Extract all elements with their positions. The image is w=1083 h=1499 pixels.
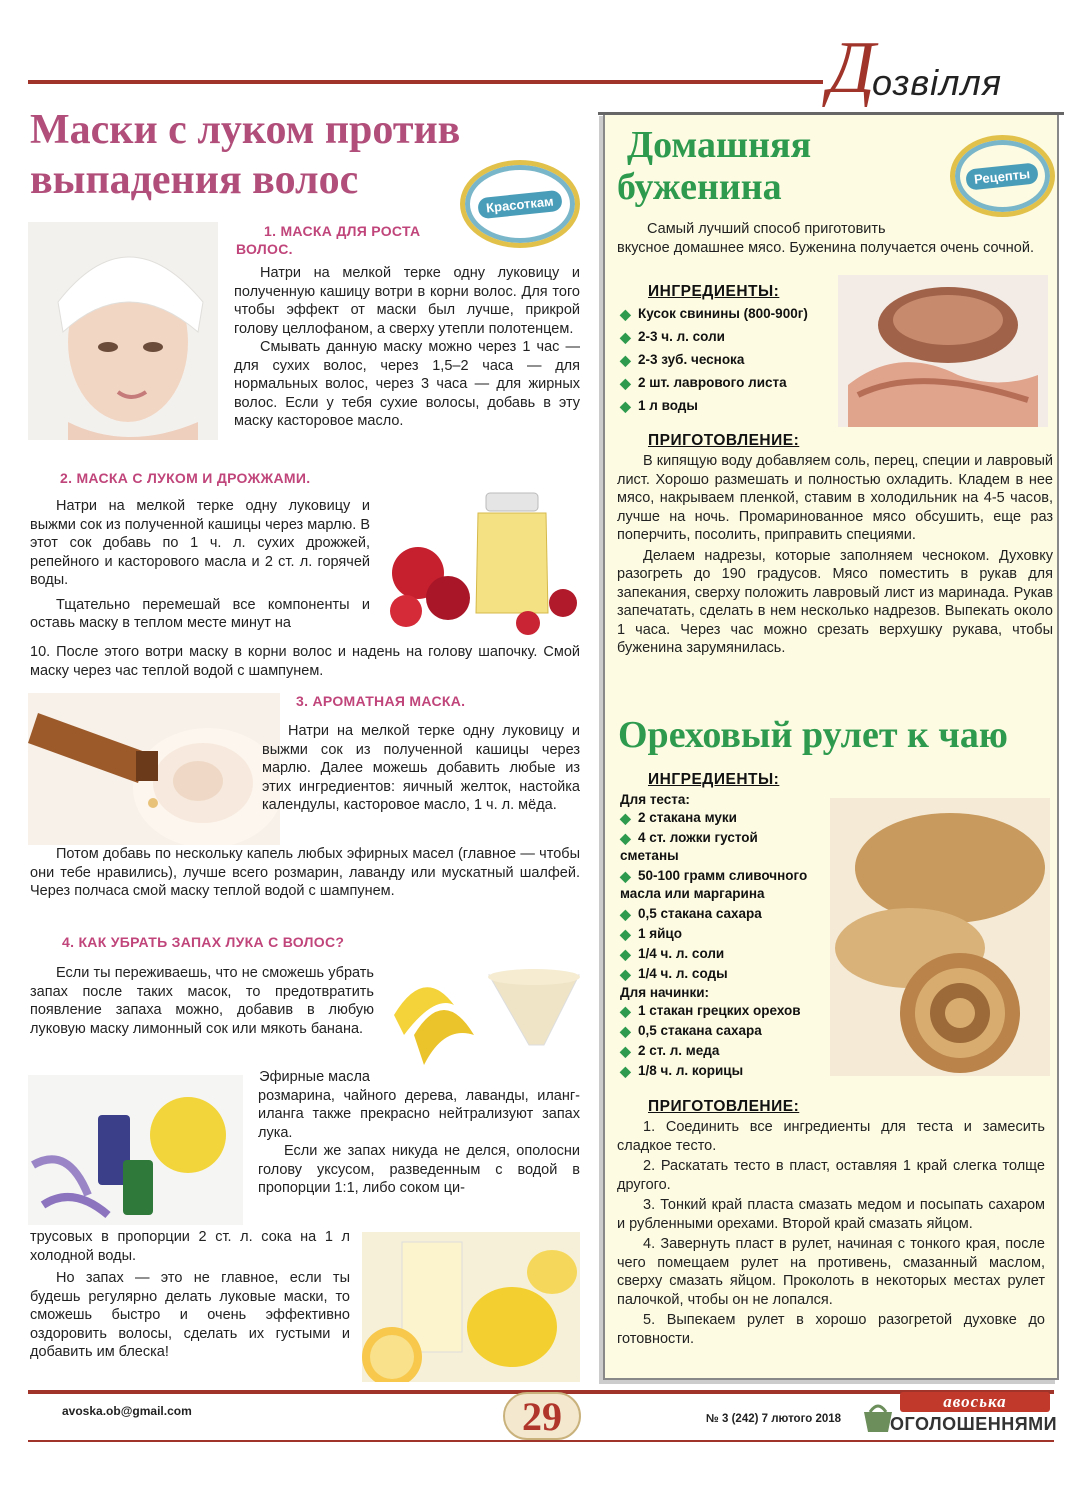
recipe1-preparation-paragraph1: В кипящую воду добавляем соль, перец, специи и лавровый лист. Хорошо размешать и полностью охладить. Кладем в нее мясо, накрываем пленкой, ставим в холодильник на 4-5 часов, лучше на ночь. Промаринованное мясо обсушить, еще раз поперчить, посолить, приправить специями. — [617, 453, 1053, 543]
section3-heading: 3. АРОМАТНАЯ МАСКА. — [296, 693, 466, 709]
section1-heading-line1: 1. МАСКА ДЛЯ РОСТА — [264, 223, 421, 239]
recipe2-preparation — [617, 1118, 1045, 1348]
badge-label: Красоткам — [477, 189, 562, 219]
section1-body — [234, 264, 580, 431]
section3-paragraph2: Потом добавь по нескольку капель любых эфирных масел (главное — чтобы они тебе нравились), лучше всего розмарин, лаванду или мускатный шалфей. Через полчаса смой маску теплой водой с шампунем. — [30, 846, 580, 899]
section1-paragraph2: Смывать данную маску можно через 1 час — для сухих волос, через 1,5–2 часа — для нормальных волос, через 3 часа — для жирных волос. Если у тебя сухие волосы, добавь в эту маску касторовое масло. — [234, 339, 580, 429]
ingredient-item: ◆ 1 яйцо — [620, 926, 682, 942]
section1-heading-line2: ВОЛОС. — [236, 241, 293, 257]
ingredient-item: ◆ 1/8 ч. л. корицы — [620, 1063, 744, 1079]
recipe1-ingredients-list — [620, 304, 840, 416]
section3-body2 — [30, 845, 580, 901]
recipe1-title-line1: Домашняя — [627, 124, 812, 166]
issue-info: № 3 (242) 7 лютого 2018 — [706, 1413, 842, 1425]
recipes-panel-top-rule — [598, 112, 1064, 115]
header-rule — [28, 80, 823, 84]
ingredient-item: ◆ 2 стакана муки — [620, 810, 737, 826]
recipe2-step: 1. Соединить все ингредиенты для теста и замесить сладкое тесто. — [617, 1119, 1045, 1154]
recipe1-preparation-heading: ПРИГОТОВЛЕНИЕ: — [648, 432, 800, 449]
ingredient-continuation: масла или маргарина — [620, 886, 765, 901]
recipe2-step: 2. Раскатать тесто в пласт, оставляя 1 край слегка толще другого. — [617, 1158, 1045, 1193]
filling-subheading: Для начинки: — [620, 985, 709, 1000]
recipe1-preparation-paragraph2: Делаем надрезы, которые заполняем чесноком. Духовку разогреть до 190 градусов. Мясо поместить в рукав для запекания, сверху положить лавровый лист из маринада. Рукав запечатать, сделать в нем несколько надрезов. Выпекать около 1 часа. Через час можно срезать верхушку рукава, чтобы буженина зарумянилась. — [617, 547, 1053, 656]
section2-paragraph2-end: 10. После этого вотри маску в корни волос и надень на голову шапочку. Смой маску через час теплой водой с шампунем. — [30, 644, 580, 679]
dough-subheading: Для теста: — [620, 792, 690, 807]
section4-paragraph2-start: Эфирные масла — [259, 1069, 370, 1085]
diamond-bullet-icon: ◆ — [620, 946, 631, 962]
recipe1-title — [627, 124, 811, 166]
essential-oil-rose-photo — [28, 693, 280, 845]
ingredient-item: ◆ 2 ст. л. меда — [620, 1043, 720, 1059]
recipe1-ingredients-heading: ИНГРЕДИЕНТЫ: — [648, 283, 780, 300]
category-badge-recipes — [950, 135, 1055, 217]
diamond-bullet-icon: ◆ — [620, 1063, 631, 1079]
castor-oil-photo — [378, 483, 580, 635]
recipe2-preparation-heading: ПРИГОТОВЛЕНИЕ: — [648, 1098, 800, 1115]
section3-body — [262, 722, 580, 815]
lemon-juice-photo — [362, 1232, 580, 1382]
diamond-bullet-icon: ◆ — [620, 906, 631, 922]
section1-heading — [236, 222, 466, 258]
ingredient-item: ◆ 2-3 ч. л. соли — [620, 329, 725, 345]
section-name: озвілля — [872, 62, 1002, 103]
diamond-bullet-icon: ◆ — [620, 926, 631, 942]
recipe2-ingredients-list — [620, 791, 830, 1081]
recipe2-step: 5. Выпекаем рулет в хорошо разогретой духовке до готовности. — [617, 1312, 1045, 1347]
footer-rule-bottom — [28, 1440, 1054, 1442]
section4-paragraph3-end: трусовых в пропорции 2 ст. л. сока на 1 л холодной воды. — [30, 1229, 350, 1264]
page-number: 29 — [503, 1392, 581, 1440]
section4-paragraph2-end: розмарина, чайного дерева, лаванды, иланг-иланга также прекрасно нейтрализуют запах лука. — [258, 1087, 580, 1141]
diamond-bullet-icon: ◆ — [620, 375, 631, 391]
section3-paragraph1: Натри на мелкой терке одну луковицу и выжми сок из полученной кашицы через марлю. Далее можешь добавить любые из этих ингредиентов: яичный желток, настойка календулы, касторовое масло, 1 ч. л. мёда. — [262, 723, 580, 813]
diamond-bullet-icon: ◆ — [620, 868, 631, 884]
section4-paragraph3-start: Если же запах никуда не делся, ополосни голову уксусом, разведенным с водой в пропорции 1:1, либо соком ци- — [258, 1143, 580, 1196]
category-badge-beauty — [460, 160, 580, 248]
section4-paragraph1: Если ты переживаешь, что не сможешь убрать запах после таких масок, то предотвратить появление запаха можно, добавив в любую луковую маску лимонный сок или мякоть банана. — [30, 965, 374, 1037]
section4-paragraph4: Но запах — это не главное, если ты будешь регулярно делать луковые маски, то сможешь быстро и очень эффективно оздоровить волосы, сделать их густыми и добавить им блеска! — [30, 1270, 350, 1360]
ingredient-item: ◆ 2 шт. лаврового листа — [620, 375, 787, 391]
roast-pork-photo — [838, 275, 1048, 427]
recipe2-title: Ореховый рулет к чаю — [618, 714, 1008, 756]
ingredient-item: ◆ 0,5 стакана сахара — [620, 1023, 762, 1039]
section2-body — [30, 497, 370, 633]
section2-paragraph2-start: Тщательно перемешай все компоненты и оставь маску в теплом месте минут на — [30, 596, 370, 631]
section2-heading: 2. МАСКА С ЛУКОМ И ДРОЖЖАМИ. — [60, 470, 311, 486]
recipe1-intro — [617, 220, 1053, 257]
recipe2-step: 4. Завернуть пласт в рулет, начиная с тонкого края, после чего помещаем рулет на противень, смазанный маслом, сверху смазать яйцом. Проколоть в некоторых местах рулет палочкой, чтобы он не лопался. — [617, 1236, 1045, 1308]
section-title — [828, 28, 1058, 108]
publication-logo — [860, 1392, 1056, 1438]
ingredient-item: ◆ 1 л воды — [620, 398, 698, 414]
section4-body2 — [258, 1068, 580, 1198]
recipe2-step: 3. Тонкий край пласта смазать медом и посыпать сахаром и рубленными орехами. Второй край смазать яйцом. — [617, 1197, 1045, 1232]
ingredient-item: ◆ 1 стакан грецких орехов — [620, 1003, 801, 1019]
section4-body1 — [30, 964, 374, 1038]
diamond-bullet-icon: ◆ — [620, 398, 631, 414]
lavender-lemon-oil-photo — [28, 1075, 243, 1225]
badge-label: Рецепты — [966, 162, 1040, 190]
ingredient-item: ◆ 50-100 грамм сливочного — [620, 868, 808, 884]
section1-paragraph1: Натри на мелкой терке одну луковицу и полученную кашицу вотри в корни волос. Для того чтобы эффект от маски был лучше, прикрой голову целлофаном, а сверху утепли полотенцем. — [234, 265, 580, 337]
nut-roll-photo — [830, 798, 1050, 1076]
ingredient-continuation: сметаны — [620, 848, 679, 863]
footer-email: avoska.ob@gmail.com — [62, 1404, 192, 1418]
recipe1-preparation — [617, 452, 1053, 658]
ingredient-item: ◆ 1/4 ч. л. соли — [620, 946, 725, 962]
diamond-bullet-icon: ◆ — [620, 306, 631, 322]
diamond-bullet-icon: ◆ — [620, 1003, 631, 1019]
diamond-bullet-icon: ◆ — [620, 352, 631, 368]
section4-heading: 4. КАК УБРАТЬ ЗАПАХ ЛУКА С ВОЛОС? — [62, 934, 345, 950]
article-title-line2: выпадения волос — [30, 157, 359, 203]
diamond-bullet-icon: ◆ — [620, 966, 631, 982]
ingredient-item: ◆ 0,5 стакана сахара — [620, 906, 762, 922]
diamond-bullet-icon: ◆ — [620, 810, 631, 826]
logo-top-text: авоська — [900, 1392, 1050, 1412]
ingredient-item: ◆ 2-3 зуб. чеснока — [620, 352, 745, 368]
diamond-bullet-icon: ◆ — [620, 1023, 631, 1039]
woman-towel-photo — [28, 222, 218, 440]
logo-bottom-text: ОГОЛОШЕННЯМИ — [890, 1414, 1058, 1434]
recipe1-intro-rest: вкусное домашнее мясо. Буженина получается очень сочной. — [617, 239, 1034, 256]
ingredient-item: ◆ 4 ст. ложки густой — [620, 830, 758, 846]
recipe1-title-line2: буженина — [617, 166, 782, 208]
diamond-bullet-icon: ◆ — [620, 830, 631, 846]
diamond-bullet-icon: ◆ — [620, 329, 631, 345]
article-title-line1: Маски с луком против — [30, 107, 461, 153]
section4-body3 — [30, 1228, 350, 1362]
ingredient-item: ◆ 1/4 ч. л. соды — [620, 966, 728, 982]
recipe1-intro-line1: Самый лучший способ приготовить — [647, 221, 886, 237]
section2-paragraph1: Натри на мелкой терке одну луковицу и выжми сок из полученной кашицы через марлю. В этот сок добавь по 1 ч. л. сухих дрожжей, репейного и касторового масла и 2 ст. л. горячей воды. — [30, 498, 370, 588]
section-initial: Д — [828, 27, 876, 109]
banana-smoothie-photo — [384, 955, 584, 1075]
ingredient-item: ◆ Кусок свинины (800-900г) — [620, 306, 808, 322]
recipe2-ingredients-heading: ИНГРЕДИЕНТЫ: — [648, 771, 780, 788]
diamond-bullet-icon: ◆ — [620, 1043, 631, 1059]
